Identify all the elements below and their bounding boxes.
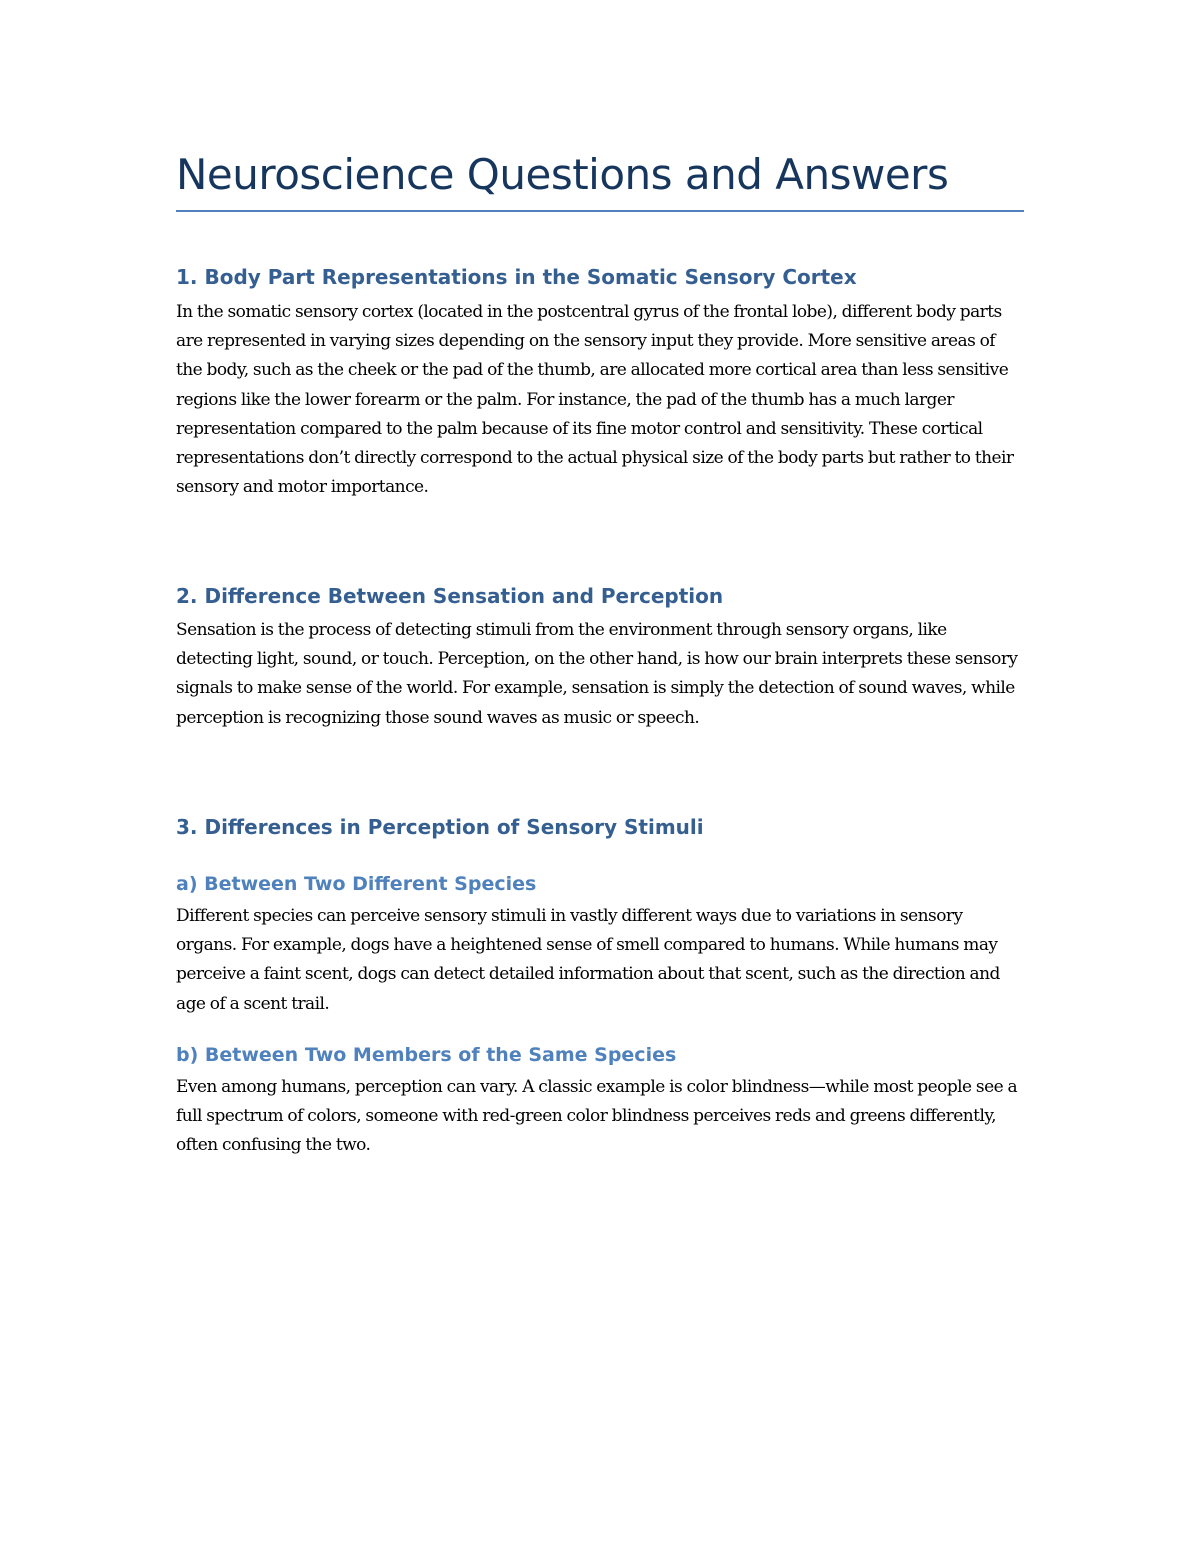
subsection-b-body: Even among humans, perception can vary. A classic example is color blindness—while most people see a full spectrum of colors, someone with red-green color blindness perceives reds and greens differently, often confusing the two. <box>176 1077 1018 1156</box>
document-title: Neuroscience Questions and Answers <box>176 150 949 199</box>
subsection-b-heading: b) Between Two Members of the Same Species <box>176 1044 677 1066</box>
section-3-heading: 3. Differences in Perception of Sensory Stimuli <box>176 815 704 839</box>
subsection-a-heading: a) Between Two Different Species <box>176 873 537 895</box>
section-1-heading: 1. Body Part Representations in the Somatic Sensory Cortex <box>176 265 857 289</box>
title-underline <box>176 210 1024 212</box>
section-2-heading: 2. Difference Between Sensation and Perception <box>176 584 724 608</box>
subsection-a-body: Different species can perceive sensory stimuli in vastly different ways due to variations in sensory organs. For example, dogs have a heightened sense of smell compared to humans. While humans may perceive a faint scent, dogs can detect detailed information about that scent, such as the direction and age of a scent trail. <box>176 906 1000 1014</box>
section-2-body: Sensation is the process of detecting stimuli from the environment through sensory organs, like detecting light, sound, or touch. Perception, on the other hand, is how our brain interprets these sensory signals to make sense of the world. For example, sensation is simply the detection of sound waves, while perception is recognizing those sound waves as music or speech. <box>176 620 1018 728</box>
section-1-body: In the somatic sensory cortex (located in the postcentral gyrus of the frontal lobe), different body parts are represented in varying sizes depending on the sensory input they provide. More sensitive areas of the body, such as the cheek or the pad of the thumb, are allocated more cortical area than less sensitive regions like the lower forearm or the palm. For instance, the pad of the thumb has a much larger representation compared to the palm because of its fine motor control and sensitivity. These cortical representations don’t directly correspond to the actual physical size of the body parts but rather to their sensory and motor importance. <box>176 302 1014 498</box>
